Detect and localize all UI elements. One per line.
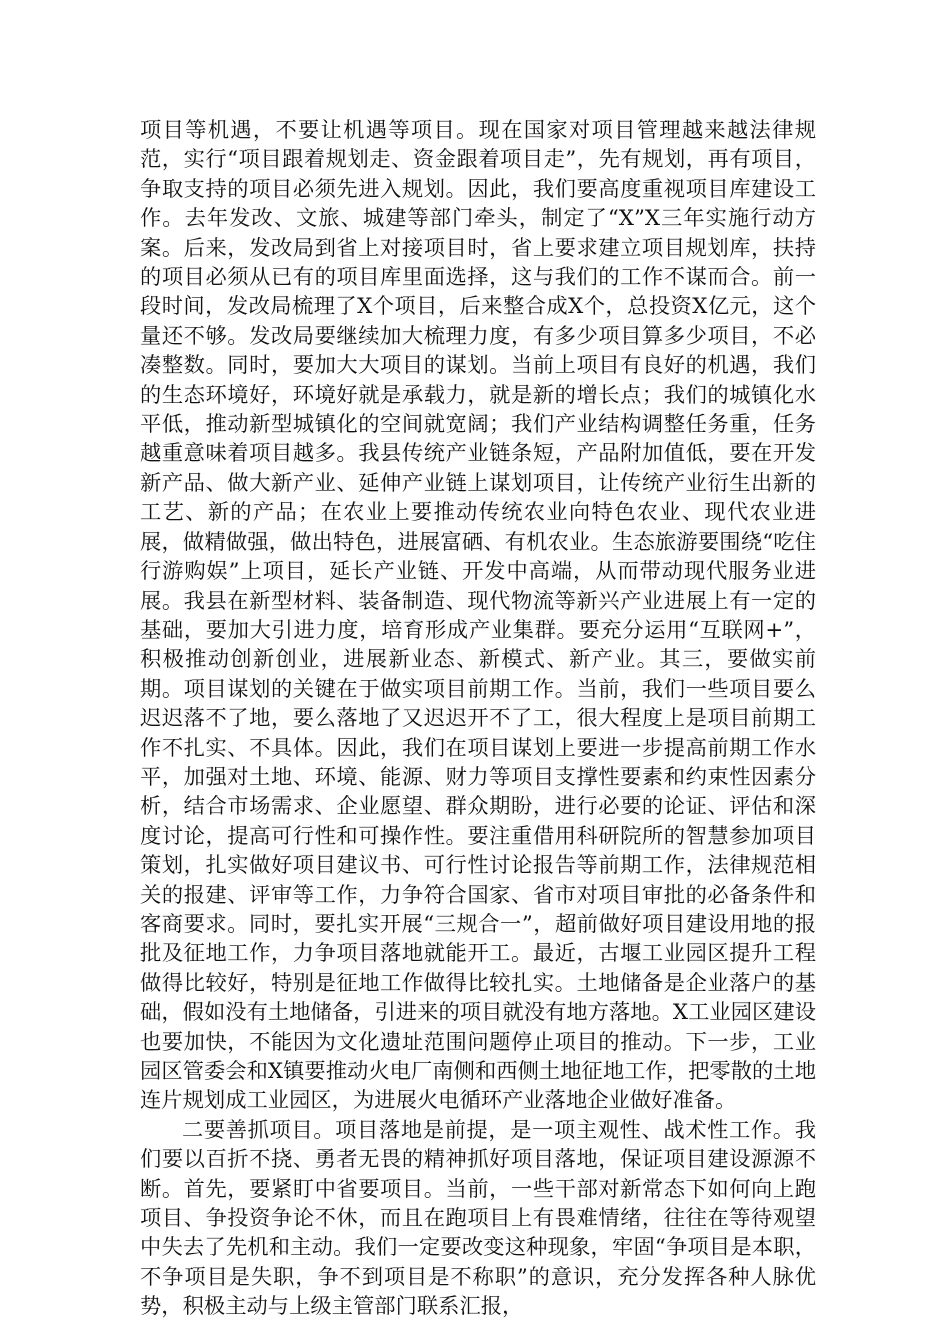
body-paragraph-1: 项目等机遇，不要让机遇等项目。现在国家对项目管理越来越法律规范，实行“项目跟着规划走、资金跟着项目走”，先有规划，再有项目，争取支持的项目必须先进入规划。因此，我们要高度重视项目库建设工作。去年发改、文旅、城建等部门牵头，制定了“X”X三年实施行动方案。后来，发改局到省上对接项目时，省上要求建立项目规划库，扶持的项目必须从已有的项目库里面选择，这与我们的工作不谋而合。前一段时间，发改局梳理了X个项目，后来整合成X个，总投资X亿元，这个量还不够。发改局要继续加大梳理力度，有多少项目算多少项目，不必凑整数。同时，要加大大项目的谋划。当前上项目有良好的机遇，我们的生态环境好，环境好就是承载力，就是新的增长点；我们的城镇化水平低，推动新型城镇化的空间就宽阔；我们产业结构调整任务重，任务越重意味着项目越多。我县传统产业链条短，产品附加值低，要在开发新产品、做大新产业、延伸产业链上谋划项目，让传统产业衍生出新的工艺、新的产品；在农业上要推动传统农业向特色农业、现代农业进展，做精做强，做出特色，进展富硒、有机农业。生态旅游要围绕“吃住行游购娱”上项目，延长产业链、开发中高端，从而带动现代服务业进展。我县在新型材料、装备制造、现代物流等新兴产业进展上有一定的基础，要加大引进力度，培育形成产业集群。要充分运用“互联网+”，积极推动创新创业，进展新业态、新模式、新产业。其三，要做实前期。项目谋划的关键在于做实项目前期工作。当前，我们一些项目要么迟迟落不了地，要么落地了又迟迟开不了工，很大程度上是项目前期工作不扎实、不具体。因此，我们在项目谋划上要进一步提高前期工作水平，加强对土地、环境、能源、财力等项目支撑性要素和约束性因素分析，结合市场需求、企业愿望、群众期盼，进行必要的论证、评估和深度讨论，提高可行性和可操作性。要注重借用科研院所的智慧参加项目策划，扎实做好项目建议书、可行性讨论报告等前期工作，法律规范相关的报建、评审等工作，力争符合国家、省市对项目审批的必备条件和客商要求。同时，要扎实开展“三规合一”，超前做好项目建设用地的报批及征地工作，力争项目落地就能开工。最近，古堰工业园区提升工程做得比较好，特别是征地工作做得比较扎实。土地储备是企业落户的基础，假如没有土地储备，引进来的项目就没有地方落地。X工业园区建设也要加快，不能因为文化遗址范围问题停止项目的推动。下一步，工业园区管委会和X镇要推动火电厂南侧和西侧土地征地工作，把零散的土地连片规划成工业园区，为进展火电循环产业落地企业做好准备。 xyxy=(140,118,816,1114)
document-page xyxy=(140,116,816,1322)
body-paragraph-2: 二要善抓项目。项目落地是前提，是一项主观性、战术性工作。我们要以百折不挠、勇者无畏的精神抓好项目落地，保证项目建设源源不断。首先，要紧盯中省要项目。当前，一些干部对新常态下如何向上跑项目、争投资争论不休，而且在跑项目上有畏难情绪，往往在等待观望中失去了先机和主动。我们一定要改变这种现象，牢固“争项目是本职，不争项目是失职，争不到项目是不称职”的意识，充分发挥各种人脉优势，积极主动与上级主管部门联系汇报， xyxy=(140,1117,816,1320)
